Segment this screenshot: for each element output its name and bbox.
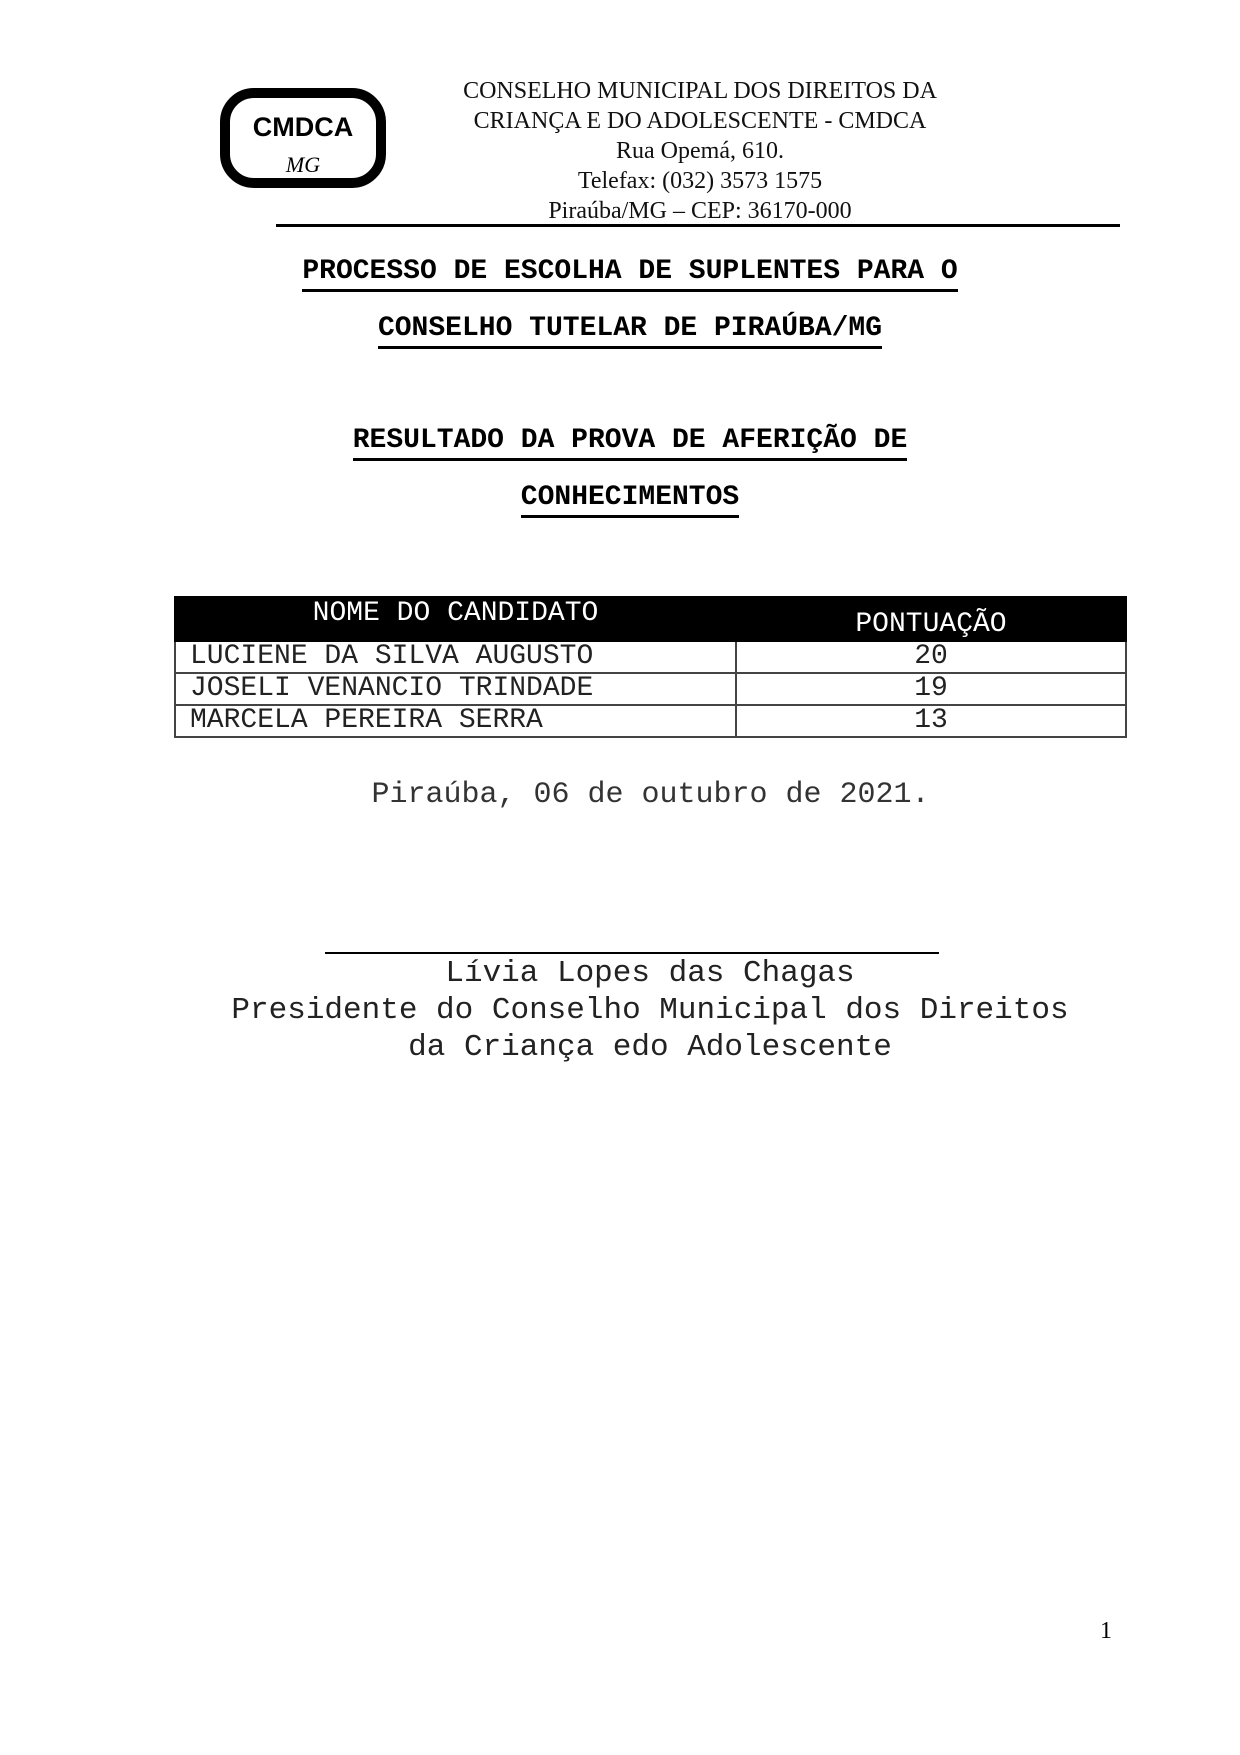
letterhead-line: CONSELHO MUNICIPAL DOS DIREITOS DA bbox=[463, 78, 937, 104]
letterhead-address: Rua Opemá, 610. bbox=[616, 138, 784, 164]
candidate-name: LUCIENE DA SILVA AUGUSTO bbox=[175, 641, 736, 673]
table-row bbox=[175, 673, 1126, 705]
document-title-line-1: PROCESSO DE ESCOLHA DE SUPLENTES PARA O bbox=[240, 256, 1020, 287]
cmdca-logo bbox=[220, 88, 386, 188]
logo-text-cmdca: CMDCA bbox=[252, 112, 354, 142]
letterhead-phone: Telefax: (032) 3573 1575 bbox=[577, 168, 823, 194]
letterhead-line: CRIANÇA E DO ADOLESCENTE - CMDCA bbox=[473, 108, 927, 134]
candidate-name: JOSELI VENANCIO TRINDADE bbox=[175, 673, 736, 705]
table-row bbox=[175, 705, 1126, 737]
document-title-line-2: CONSELHO TUTELAR DE PIRAÚBA/MG bbox=[240, 313, 1020, 344]
candidate-name: MARCELA PEREIRA SERRA bbox=[175, 705, 736, 737]
logo-text-mg: MG bbox=[285, 152, 321, 177]
column-header-name: NOME DO CANDIDATO bbox=[175, 597, 736, 641]
signatory-role: Presidente do Conselho Municipal dos Direitos bbox=[231, 993, 1069, 1028]
signatory-role-continued: da Criança edo Adolescente bbox=[408, 1030, 892, 1065]
document-subtitle-line-1: RESULTADO DA PROVA DE AFERIÇÃO DE bbox=[240, 425, 1020, 456]
candidate-score: 19 bbox=[736, 673, 1126, 705]
letterhead bbox=[420, 76, 980, 226]
page-number: 1 bbox=[1100, 1618, 1112, 1644]
table-row bbox=[175, 641, 1126, 673]
table-header-row bbox=[175, 597, 1126, 641]
document-date: Piraúba, 06 de outubro de 2021. bbox=[371, 778, 930, 812]
signatory-name: Lívia Lopes das Chagas bbox=[445, 956, 855, 991]
signature-line bbox=[325, 952, 939, 954]
document-subtitle-line-2: CONHECIMENTOS bbox=[240, 482, 1020, 513]
letterhead-city: Piraúba/MG – CEP: 36170-000 bbox=[548, 198, 852, 224]
results-table bbox=[174, 596, 1127, 738]
candidate-score: 13 bbox=[736, 705, 1126, 737]
candidate-score: 20 bbox=[736, 641, 1126, 673]
column-header-score: PONTUAÇÃO bbox=[736, 597, 1126, 641]
header-divider bbox=[276, 224, 1120, 227]
